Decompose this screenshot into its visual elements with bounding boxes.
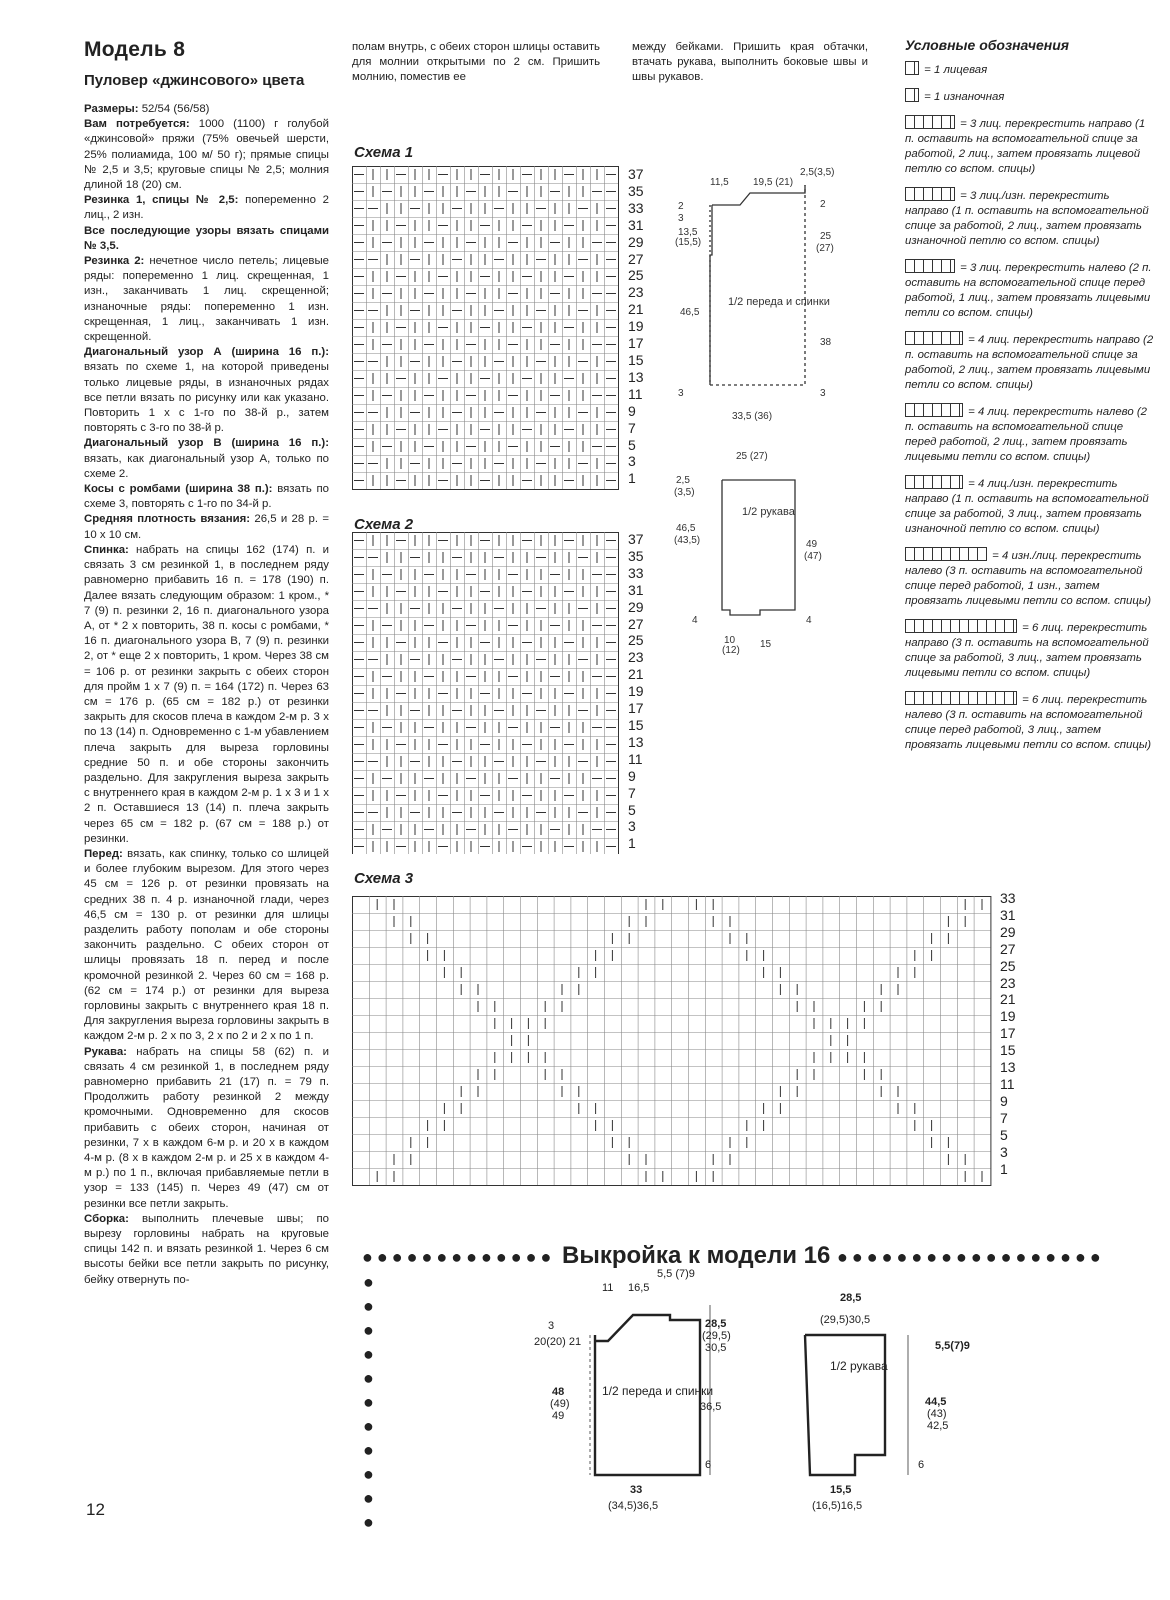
row-number: 17 [628,335,644,352]
row-number: 27 [628,615,644,632]
p8-label: 1/2 переда и спинки [728,296,830,308]
p8-sleeve-left-4: (43,5) [674,535,701,546]
legend [905,38,1155,763]
p8-top-1: 11,5 [710,177,729,188]
p16s-right-5: 6 [918,1459,925,1471]
p8-left-6: 3 [678,388,684,399]
row-number: 15 [628,351,644,368]
column-1 [84,38,329,1288]
p8-sleeve-right-1: 49 [806,539,818,550]
instruction-paragraph [84,482,329,512]
row-number: 31 [628,216,644,233]
section-16-title: Выкройка к модели 16 [562,1242,831,1269]
p16s-bottom-1: 15,5 [830,1484,852,1496]
legend-item [905,475,1155,537]
instruction-paragraph [84,1045,329,1212]
p8-sleeve-bottom-2: (12) [722,645,740,656]
instruction-body: вязать по схеме 3, повторять с 1-го по 34-й р. [84,483,329,511]
instruction-heading: Диагональный узор А (ширина 16 п.): [84,346,329,359]
instruction-heading: Все последующие узоры вязать спицами № 3,5. [84,224,329,252]
row-number: 11 [628,385,643,402]
p16s-right-2: 44,5 [925,1396,947,1408]
p16s-bottom-2: (16,5)16,5 [812,1500,863,1512]
p16-bottom-2: (34,5)36,5 [608,1500,659,1512]
p16s-label: 1/2 рукава [830,1359,888,1373]
pattern-8-diagram [670,165,870,665]
row-number: 1 [628,470,636,487]
row-number: 15 [1000,1042,1016,1059]
p16-right-1: 28,5 [705,1318,727,1330]
row-number: 25 [628,632,644,649]
p8-right-3: (27) [816,243,834,254]
row-number: 37 [628,166,644,182]
instruction-paragraph [84,436,329,482]
scheme-2-grid [352,532,622,854]
row-number: 29 [628,233,644,250]
legend-text: = 4 изн./лиц. перекрестить налево (3 п. оставить на вспомогательной спице перед работой, 1 изн., затем провязать лицевыми петли со вспом. спицы) [905,550,1152,607]
row-number: 19 [628,318,644,335]
instruction-paragraph [84,345,329,436]
row-number: 21 [628,666,644,683]
p16s-right-4: 42,5 [927,1420,949,1432]
row-number: 1 [628,835,636,852]
row-number: 21 [1000,991,1016,1008]
p8-left-5: 46,5 [680,307,700,318]
instruction-body: 26,5 и 28 р. = 10 х 10 см. [84,513,329,541]
p8-sleeve-label: 1/2 рукава [742,506,795,518]
stitch-symbol-icon [905,88,919,102]
p8-right-5: 3 [820,388,826,399]
row-number: 5 [628,801,636,818]
p16s-right-3: (43) [927,1408,947,1420]
p16-right-5: 6 [705,1459,712,1471]
row-number: 9 [628,402,636,419]
p8-sleeve-top: 25 (27) [736,451,768,462]
p8-left-1: 2 [678,201,684,212]
instruction-paragraph [84,254,329,345]
p16-left-3: 48 [552,1386,565,1398]
instruction-heading: Вам потребуется: [84,118,190,131]
scheme-1-grid [352,166,622,490]
p8-sleeve-left-3: 46,5 [676,523,696,534]
legend-text: = 4 лиц./изн. перекрестить направо (1 п. оставить на вспомогательной спице за работой, 3 лиц., затем провязать изнаночной петлю со вспом. спицы) [905,478,1149,535]
row-number: 35 [628,547,644,564]
stitch-symbol-icon [905,115,955,129]
row-number: 19 [1000,1008,1016,1025]
row-number: 13 [628,368,644,385]
row-number: 23 [628,284,644,301]
p8-right-1: 2 [820,199,826,210]
p16-right-3: 30,5 [705,1342,727,1354]
p16-left-4: (49) [550,1398,570,1410]
instruction-heading: Сборка: [84,1212,129,1225]
row-number: 29 [1000,923,1016,940]
row-number: 3 [628,453,636,470]
model-title: Модель 8 [84,38,186,61]
stitch-symbol-icon [905,331,963,345]
stitch-symbol-icon [905,691,1017,705]
row-number: 23 [628,649,644,666]
instruction-paragraph [84,1212,329,1288]
p8-top-3: 2,5(3,5) [800,167,835,178]
instruction-paragraph [84,193,329,223]
legend-item [905,331,1155,393]
stitch-symbol-icon [905,61,919,75]
instruction-body: выполнить плечевые швы; по вырезу горловины набрать на круговые спицы 142 п. и вязать резинкой 1. Через 6 см высоты бейки все петли закрыть по рисунку, бейку отвернуть по- [84,1212,329,1286]
row-number: 31 [628,581,644,598]
instruction-body: 52/54 (56/58) [138,103,210,115]
row-number: 7 [628,784,636,801]
p16s-top-2: (29,5)30,5 [820,1314,871,1326]
instruction-heading: Перед: [84,847,123,860]
legend-text: = 4 лиц. перекрестить направо (2 п. оставить на вспомогательной спице за работой, 2 лиц., затем провязать лицевыми петли со вспом. спицы) [905,334,1154,391]
p8-sleeve-bottom-3: 15 [760,639,772,650]
row-number: 19 [628,683,644,700]
scheme-2-label: Схема 2 [354,516,414,533]
row-number: 33 [1000,890,1016,906]
legend-text: = 1 изнаночная [921,91,1005,103]
instruction-paragraph [84,224,329,254]
row-number: 25 [628,267,644,284]
instruction-body: вязать по схеме 1, на которой приведены только лицевые ряды, в изнаночных рядах все петли вязать по рисунку или как указано. Повторить 1 х с 1-го по 38-й р., затем повторять с 3-го по 38-й р. [84,361,329,435]
p16-left-1: 3 [548,1320,555,1332]
row-number: 15 [628,716,644,733]
row-number: 1 [1000,1160,1008,1177]
p16-top-1: 5,5 (7)9 [657,1268,695,1280]
p16-bottom-1: 33 [630,1484,643,1496]
p8-sleeve-right-2: (47) [804,551,822,562]
row-number: 9 [1000,1092,1008,1109]
row-number: 35 [628,182,644,199]
legend-title: Условные обозначения [905,37,1070,53]
instruction-heading: Косы с ромбами (ширина 38 п.): [84,483,273,496]
stitch-symbol-icon [905,547,987,561]
row-number: 25 [1000,957,1016,974]
instructions-text [84,102,329,1288]
legend-text: = 3 лиц./изн. перекрестить направо (1 п. оставить на вспомогательной спице за работой, 2 лиц., затем провязать изнаночной петлю со вспом. спицы) [905,190,1149,247]
instruction-heading: Размеры: [84,103,139,115]
row-number: 7 [628,419,636,436]
legend-item [905,88,1155,105]
p16-left-2: 20(20) 21 [534,1336,582,1348]
scheme-1-row-numbers [628,166,644,487]
p16s-top-1: 28,5 [840,1292,862,1304]
legend-item [905,187,1155,249]
instruction-heading: Резинка 2: [84,255,145,268]
section-16-header: ●●●●●●●●●●●●● Выкройка к модели 16 ●●●●●●●●●●●●●●●●●● [362,1242,1105,1269]
row-number: 29 [628,598,644,615]
legend-item [905,403,1155,465]
instruction-body: нечетное число петель; лицевые ряды: попеременно 1 лиц. скрещенная, 1 изн., заканчивать 1 лиц. скрещенной; изнаночные ряды: попеременно 1 изн. скрещенная, 1 лиц., заканчивать 1 изн. скрещенной. [84,255,329,344]
row-number: 11 [1000,1075,1015,1092]
instruction-heading: Спинка: [84,543,129,556]
row-number: 7 [1000,1109,1008,1126]
scheme-1-label: Схема 1 [354,144,414,161]
instruction-paragraph [84,102,329,117]
instruction-body: вязать, как диагональный узор А, только по схеме 2. [84,452,329,480]
p16s-right-1: 5,5(7)9 [935,1340,970,1352]
row-number: 27 [1000,940,1016,957]
page-number: 12 [86,1500,105,1519]
row-number: 3 [628,818,636,835]
p8-sleeve-left-5: 4 [692,615,698,626]
row-number: 31 [1000,906,1016,923]
row-number: 23 [1000,974,1016,991]
p16-right-4: 36,5 [700,1401,722,1413]
pattern-16-diagram [530,1265,990,1515]
instruction-paragraph [84,117,329,193]
instruction-body: попеременно 2 лиц., 2 изн. [84,194,329,222]
legend-text: = 6 лиц. перекрестить направо (3 п. оставить на вспомогательной спице за работой, 3 лиц., затем провязать лицевыми петли со вспом. спицы) [905,622,1149,679]
row-number: 27 [628,250,644,267]
stitch-symbol-icon [905,619,1017,633]
legend-text: = 3 лиц. перекрестить налево (2 п. оставить на вспомогательной спице перед работой, 1 лиц., затем провязать лицевыми петли со вспом. спицы) [905,262,1152,319]
row-number: 33 [628,564,644,581]
p8-left-3: 13,5 [678,227,698,238]
p8-sleeve-left-2: (3,5) [674,487,695,498]
model-subtitle: Пуловер «джинсового» цвета [84,72,305,89]
p16-right-2: (29,5) [702,1330,731,1342]
p8-bottom: 33,5 (36) [732,411,773,422]
row-number: 13 [628,733,644,750]
legend-text: = 1 лицевая [921,64,988,76]
stitch-symbol-icon [905,475,963,489]
legend-text: = 4 лиц. перекрестить налево (2 п. оставить на вспомогательной спице перед работой, 2 лиц., затем провязать лицевыми петли со вспом. спицы) [905,406,1147,463]
p8-left-2: 3 [678,213,684,224]
instruction-heading: Диагональный узор В (ширина 16 п.): [84,437,329,450]
legend-item [905,691,1155,753]
instruction-body: набрать на спицы 58 (62) п. и связать 4 см резинкой 1, в последнем ряду равномерно прибавить 21 (17) п. = 79 п. Продолжить работу резинкой 2 между кромочными. Одновременно для скосов прибавить с обеих сторон, начиная от резинки, 7 х в каждом 6-м р. и 20 х в каждом 4-м р. (8 х в каждом 2-м р. и 25 х в каждом 4-м р.) по 1 п., включая прибавляемые петли в узор = 133 (145) п. Через 49 (47) см от резинки все петли закрыть. [84,1045,329,1210]
p8-sleeve-left-1: 2,5 [676,475,690,486]
row-number: 5 [1000,1126,1008,1143]
row-number: 17 [628,700,644,717]
row-number: 37 [628,531,644,547]
p8-sleeve-bottom-1: 10 [724,635,736,646]
row-number: 17 [1000,1025,1016,1042]
row-number: 33 [628,199,644,216]
scheme-3-row-numbers [1000,890,1016,1177]
instruction-heading: Рукава: [84,1045,127,1058]
p8-left-4: (15,5) [675,237,702,248]
instruction-body: вязать, как спинку, только со шлицей и более глубоким вырезом. Для этого через 45 см = 126 р. от резинки провязать на средних 38 п. 4 р. изнаночной глади, через 46,5 см = 130 р. от резинки для шлицы разделить работу пополам и обе стороны закончить раздельно. С обеих сторон от шлицы провязать 18 п. перед и после кромочной резинкой 2. Через 60 см = 168 р. (62 см = 174 р.) от резинки для выреза горловины закрыть с внутреннего края 18 п. Для закругления выреза горловины закрыть в каждом 2-м р. 2 х по 3, 2 х по 2 и 2 х по 1 п. [84,847,329,1043]
row-number: 9 [628,767,636,784]
stitch-symbol-icon [905,187,955,201]
p16-left-5: 49 [552,1410,565,1422]
row-number: 5 [628,436,636,453]
instruction-heading: Средняя плотность вязания: [84,513,251,526]
p16-top-3: 16,5 [628,1282,650,1294]
vertical-dots: ● ● ● ● ● ● ● ● ● ● ● [363,1272,374,1532]
row-number: 13 [1000,1059,1016,1076]
row-number: 21 [628,301,644,318]
p8-right-4: 38 [820,337,832,348]
p16-top-2: 11 [602,1282,614,1294]
scheme-3-label: Схема 3 [354,870,414,887]
instruction-heading: Резинка 1, спицы № 2,5: [84,194,239,207]
p16-label: 1/2 переда и спинки [602,1384,714,1398]
scheme-3-grid [352,896,992,1186]
instruction-paragraph [84,847,329,1045]
row-number: 3 [1000,1143,1008,1160]
stitch-symbol-icon [905,403,963,417]
legend-item [905,115,1155,177]
legend-item [905,619,1155,681]
instruction-paragraph [84,543,329,847]
instruction-paragraph [84,512,329,542]
legend-text: = 6 лиц. перекрестить налево (3 п. оставить на вспомогательной спице перед работой, 3 лиц., затем провязать лицевыми петли со вспом. спицы) [905,694,1152,751]
row-number: 11 [628,750,643,767]
p8-sleeve-right-3: 4 [806,615,812,626]
legend-text: = 3 лиц. перекрестить направо (1 п. оставить на вспомогательной спице за работой, 2 лиц., затем провязать лицевой петлю со вспом. спицы) [905,118,1146,175]
p8-right-2: 25 [820,231,832,242]
column-2-text: полам внутрь, с обеих сторон шлицы оставить для молнии открытыми по 2 см. Пришить молнию, поместив ее [352,41,600,84]
instruction-body: набрать на спицы 162 (174) п. и связать 3 см резинкой 1, в последнем ряду равномерно прибавить 16 п. = 178 (190) п. Далее вязать следующим образом: 1 кром., * 7 (9) п. резинки 2, 16 п. диагонального узора А, от * 2 х повторить, 38 п. косы с ромбами, * 16 п. диагонального узора В, 7 (9) п. резинки 2, от * еще 2 х повторить, 1 кром. Через 38 см = 106 р. от резинки закрыть с обеих сторон для пройм 1 х 7 (9) п. = 164 (172) п. Через 63 см = 176 р. (65 см = 182 р.) от резинки закрыть для скосов плеча в каждом 2-м р. 3 х по 13 (14) п. Одновременно с 1-м убавлением плеча закрыть для выреза горловины средние 50 п. и обе стороны закончить раздельно. Для закругления выреза закрыть с внутреннего края в каждом 2-м р. 1 х 3 и 1 х 2 п. Оставшиеся 13 (14) п. плеча закрыть через 65 см = 182 р. (67 см = 188 р.) от резинки. [84,543,329,845]
p8-top-2: 19,5 (21) [753,177,794,188]
legend-item [905,61,1155,78]
scheme-2-row-numbers [628,531,644,852]
legend-item [905,547,1155,609]
column-3-text: между бейками. Пришить края обтачки, втачать рукава, выполнить боковые швы и швы рукавов. [632,41,868,84]
instruction-body: 1000 (1100) г голубой «джинсовой» пряжи (75% овечьей шерсти, 25% полиамида, 100 м/ 50 г); прямые спицы № 2,5 и 3,5; круговые спицы № 2,5; молния длиной 18 (20) см. [84,118,329,192]
legend-item [905,259,1155,321]
stitch-symbol-icon [905,259,955,273]
